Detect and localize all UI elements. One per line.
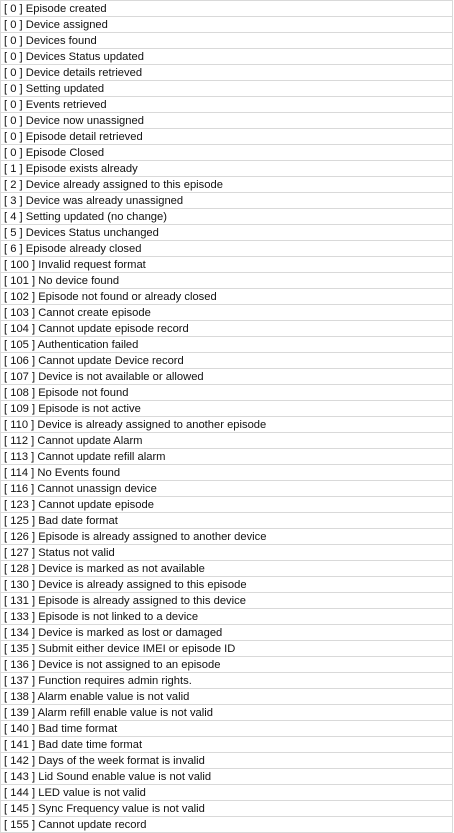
table-row — [1, 401, 452, 417]
status-code: [ 104 ] — [4, 323, 38, 335]
status-message: Episode is not linked to a device — [38, 611, 199, 623]
table-row — [1, 33, 452, 49]
status-code: [ 1 ] — [4, 163, 26, 175]
status-code: [ 112 ] — [4, 435, 37, 447]
status-message: Episode is already assigned to this device — [38, 595, 246, 607]
table-row — [1, 673, 452, 689]
status-message: Episode created — [25, 3, 107, 15]
status-message: Cannot update Alarm — [37, 435, 143, 447]
status-code: [ 101 ] — [4, 275, 38, 287]
table-row — [1, 1, 452, 17]
status-message: LED value is not valid — [38, 787, 146, 799]
status-code: [ 142 ] — [4, 755, 38, 767]
table-row — [1, 49, 452, 65]
table-row — [1, 193, 452, 209]
status-message: Device already assigned to this episode — [25, 179, 223, 191]
status-message: Device is marked as not available — [38, 563, 205, 575]
table-row — [1, 561, 452, 577]
status-code: [ 134 ] — [4, 627, 38, 639]
table-row — [1, 577, 452, 593]
status-message: Setting updated — [25, 83, 105, 95]
status-message: Cannot update record — [38, 819, 147, 831]
status-code: [ 102 ] — [4, 291, 38, 303]
table-row — [1, 417, 452, 433]
status-message: Authentication failed — [37, 339, 139, 351]
status-message: Function requires admin rights. — [38, 675, 192, 687]
status-message: Episode is not active — [38, 403, 141, 415]
status-code: [ 106 ] — [4, 355, 38, 367]
status-code: [ 105 ] — [4, 339, 38, 351]
status-code: [ 136 ] — [4, 659, 38, 671]
table-row — [1, 481, 452, 497]
status-code: [ 144 ] — [4, 787, 38, 799]
table-row — [1, 177, 452, 193]
table-row — [1, 753, 452, 769]
status-message: Device is marked as lost or damaged — [38, 627, 223, 639]
status-message: Episode already closed — [25, 243, 142, 255]
status-message: Days of the week format is invalid — [38, 755, 205, 767]
table-row — [1, 17, 452, 33]
table-row — [1, 353, 452, 369]
table-row — [1, 625, 452, 641]
status-code: [ 125 ] — [4, 515, 38, 527]
status-message: Sync Frequency value is not valid — [38, 803, 205, 815]
status-code: [ 114 ] — [4, 467, 37, 479]
status-message: Bad date format — [38, 515, 118, 527]
table-row — [1, 737, 452, 753]
table-row — [1, 209, 452, 225]
status-message: Episode Closed — [25, 147, 105, 159]
status-message: Device was already unassigned — [25, 195, 184, 207]
status-code: [ 109 ] — [4, 403, 38, 415]
status-code: [ 141 ] — [4, 739, 38, 751]
status-message: Cannot unassign device — [37, 483, 157, 495]
table-row — [1, 369, 452, 385]
status-message: Cannot update Device record — [38, 355, 184, 367]
status-code: [ 108 ] — [4, 387, 38, 399]
table-row — [1, 385, 452, 401]
table-row — [1, 657, 452, 673]
table-row — [1, 689, 452, 705]
table-row — [1, 609, 452, 625]
status-code: [ 140 ] — [4, 723, 38, 735]
table-row — [1, 769, 452, 785]
table-row — [1, 785, 452, 801]
status-message: Cannot update episode — [38, 499, 154, 511]
status-code: [ 0 ] — [4, 3, 26, 15]
table-row — [1, 161, 452, 177]
status-message: Status not valid — [38, 547, 115, 559]
table-row — [1, 305, 452, 321]
table-row — [1, 113, 452, 129]
status-message: Device now unassigned — [25, 115, 144, 127]
table-row — [1, 241, 452, 257]
table-row — [1, 289, 452, 305]
table-row — [1, 273, 452, 289]
status-code: [ 0 ] — [4, 131, 26, 143]
status-message: No Events found — [37, 467, 121, 479]
status-message: Device details retrieved — [25, 67, 143, 79]
table-row — [1, 321, 452, 337]
status-code: [ 0 ] — [4, 19, 26, 31]
status-message: Bad time format — [38, 723, 118, 735]
status-code: [ 6 ] — [4, 243, 26, 255]
status-code: [ 5 ] — [4, 227, 26, 239]
table-row — [1, 449, 452, 465]
status-code: [ 130 ] — [4, 579, 38, 591]
status-code: [ 103 ] — [4, 307, 38, 319]
status-code: [ 127 ] — [4, 547, 38, 559]
status-message: No device found — [38, 275, 120, 287]
status-code: [ 137 ] — [4, 675, 38, 687]
status-message: Devices Status updated — [25, 51, 144, 63]
status-message: Episode is already assigned to another device — [38, 531, 267, 543]
status-code: [ 0 ] — [4, 115, 26, 127]
status-message: Devices found — [25, 35, 97, 47]
status-message: Alarm enable value is not valid — [37, 691, 190, 703]
status-code: [ 135 ] — [4, 643, 38, 655]
status-message: Events retrieved — [25, 99, 107, 111]
status-message: Episode exists already — [25, 163, 138, 175]
table-row — [1, 145, 452, 161]
status-code: [ 133 ] — [4, 611, 38, 623]
table-row — [1, 593, 452, 609]
status-code: [ 126 ] — [4, 531, 38, 543]
status-code: [ 0 ] — [4, 147, 26, 159]
status-message: Episode not found — [38, 387, 129, 399]
table-row — [1, 545, 452, 561]
status-code: [ 3 ] — [4, 195, 26, 207]
status-message: Devices Status unchanged — [25, 227, 159, 239]
status-code: [ 4 ] — [4, 211, 26, 223]
status-code: [ 0 ] — [4, 51, 26, 63]
status-message: Episode detail retrieved — [25, 131, 143, 143]
table-row — [1, 817, 452, 833]
status-code: [ 110 ] — [4, 419, 37, 431]
status-message: Device is not assigned to an episode — [38, 659, 221, 671]
status-code: [ 0 ] — [4, 67, 26, 79]
status-message: Cannot update refill alarm — [37, 451, 166, 463]
status-message: Lid Sound enable value is not valid — [38, 771, 212, 783]
table-row — [1, 705, 452, 721]
status-code: [ 131 ] — [4, 595, 38, 607]
status-code: [ 2 ] — [4, 179, 26, 191]
status-code: [ 0 ] — [4, 35, 26, 47]
table-row — [1, 97, 452, 113]
status-code: [ 107 ] — [4, 371, 38, 383]
table-row — [1, 641, 452, 657]
table-row — [1, 65, 452, 81]
status-message: Submit either device IMEI or episode ID — [38, 643, 236, 655]
table-row — [1, 129, 452, 145]
status-code: [ 0 ] — [4, 83, 26, 95]
status-message: Invalid request format — [38, 259, 146, 271]
status-code: [ 123 ] — [4, 499, 38, 511]
table-row — [1, 81, 452, 97]
table-row — [1, 529, 452, 545]
status-code: [ 113 ] — [4, 451, 37, 463]
status-code: [ 128 ] — [4, 563, 38, 575]
table-row — [1, 497, 452, 513]
table-row — [1, 465, 452, 481]
status-code: [ 139 ] — [4, 707, 38, 719]
table-row — [1, 721, 452, 737]
status-message: Bad date time format — [38, 739, 143, 751]
status-code: [ 143 ] — [4, 771, 38, 783]
status-message: Device assigned — [25, 19, 108, 31]
status-message: Episode not found or already closed — [38, 291, 217, 303]
table-row — [1, 257, 452, 273]
table-row — [1, 337, 452, 353]
status-message: Setting updated (no change) — [25, 211, 167, 223]
table-row — [1, 801, 452, 817]
status-message: Alarm refill enable value is not valid — [37, 707, 213, 719]
status-code: [ 145 ] — [4, 803, 38, 815]
status-message: Cannot update episode record — [38, 323, 189, 335]
status-message: Cannot create episode — [38, 307, 151, 319]
table-row — [1, 513, 452, 529]
status-message: Device is already assigned to another episode — [37, 419, 267, 431]
status-message: Device is not available or allowed — [38, 371, 204, 383]
status-code: [ 155 ] — [4, 819, 38, 831]
status-message: Device is already assigned to this episode — [38, 579, 247, 591]
status-code: [ 138 ] — [4, 691, 38, 703]
table-row — [1, 225, 452, 241]
status-code: [ 116 ] — [4, 483, 37, 495]
status-code: [ 0 ] — [4, 99, 26, 111]
table-row — [1, 433, 452, 449]
status-code: [ 100 ] — [4, 259, 38, 271]
